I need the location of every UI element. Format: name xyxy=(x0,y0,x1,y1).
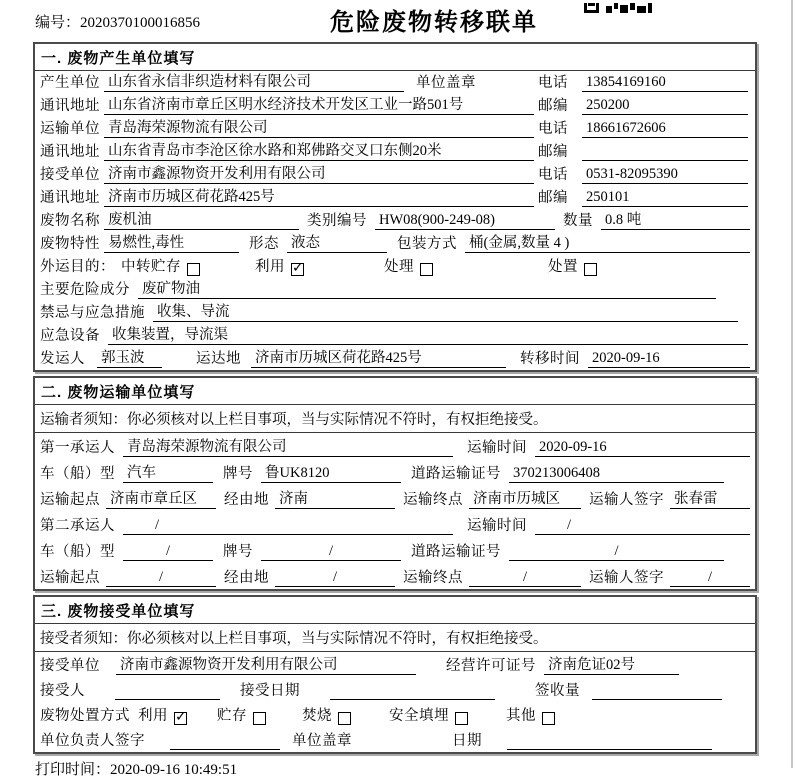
document-header xyxy=(0,0,796,42)
checkbox-disposal-landfill[interactable] xyxy=(455,712,468,725)
transporter-label: 运输单位 xyxy=(40,121,100,137)
checkbox-disposal-reuse[interactable] xyxy=(174,709,187,725)
carrier2-label: 第二承运人 xyxy=(40,518,115,534)
receiver-notice: 接受者须知：你必须核对以上栏目事项，当与实际情况不符时，有权拒绝接受。 xyxy=(35,624,755,652)
route1-end-label: 运输终点 xyxy=(403,492,463,508)
transporter-address-value: 山东省青岛市李沧区徐水路和郑佛路交叉口东侧20米 xyxy=(104,139,534,161)
receiver-value: 济南市鑫源物资开发利用有限公司 xyxy=(104,162,534,184)
waste-props-label: 废物特性 xyxy=(40,236,100,252)
disposal-opt-reuse: 利用 xyxy=(138,708,168,724)
receive-date-label: 接受日期 xyxy=(240,683,300,699)
section-producer xyxy=(33,42,757,372)
carrier1-time-value: 2020-09-16 xyxy=(535,439,750,457)
taboo-label: 禁忌与应急措施 xyxy=(40,305,145,321)
receive-unit-value: 济南市鑫源物资开发利用有限公司 xyxy=(116,653,416,675)
producer-phone-group xyxy=(538,71,750,92)
vehicle2-type-value: / xyxy=(123,543,213,561)
page-edge-line xyxy=(791,0,793,768)
transporter-address-label: 通讯地址 xyxy=(40,144,100,160)
route1-signature-label: 运输人签字 xyxy=(589,492,664,508)
route1-via-value: 济南 xyxy=(275,487,395,509)
sign-date-value xyxy=(507,733,712,750)
disposal-opt-storage: 贮存 xyxy=(217,708,247,724)
signed-amount-label: 签收量 xyxy=(535,683,580,699)
receive-unit-label: 接受单位 xyxy=(40,658,100,674)
producer-stamp-label: 单位盖章 xyxy=(416,75,476,91)
hazard-label: 主要危险成分 xyxy=(40,282,130,298)
route1-origin-value: 济南市章丘区 xyxy=(106,487,216,509)
route2-via-value: / xyxy=(275,569,395,587)
transfer-time-label: 转移时间 xyxy=(520,351,580,367)
signed-amount-value xyxy=(592,683,722,700)
purpose-opt-treat: 处理 xyxy=(384,259,414,275)
purpose-opt-dispose: 处置 xyxy=(548,259,578,275)
producer-address-value: 山东省济南市章丘区明水经济技术开发区工业一路501号 xyxy=(104,93,534,115)
purpose-opt-reuse: 利用 xyxy=(255,259,285,275)
waste-name-label: 废物名称 xyxy=(40,213,100,229)
manifest-form xyxy=(33,42,757,754)
vehicle1-type-value: 汽车 xyxy=(123,461,213,483)
vehicle2-road-permit-value: / xyxy=(509,543,724,561)
unit-stamp-label: 单位盖章 xyxy=(292,733,352,749)
row-shipper xyxy=(35,347,755,370)
doc-number xyxy=(35,11,200,32)
producer-label: 产生单位 xyxy=(40,75,100,91)
destination-label: 运达地 xyxy=(196,351,241,367)
carrier1-value: 青岛海荣源物流有限公司 xyxy=(123,435,453,457)
route1-origin-label: 运输起点 xyxy=(40,492,100,508)
checkbox-disposal-incinerate[interactable] xyxy=(338,712,351,725)
taboo-value: 收集、导流 xyxy=(153,300,738,322)
receiver-address-value: 济南市历城区荷花路425号 xyxy=(104,185,534,207)
receiver-phone-label: 电话 xyxy=(538,167,568,183)
row-carrier1 xyxy=(35,433,755,459)
qr-code-icon xyxy=(584,0,652,10)
disposal-opt-incinerate: 焚烧 xyxy=(302,708,332,724)
vehicle1-plate-value: 鲁UK8120 xyxy=(261,461,401,483)
carrier1-label: 第一承运人 xyxy=(40,440,115,456)
disposal-opt-landfill: 安全填埋 xyxy=(389,708,449,724)
row-route2 xyxy=(35,563,755,589)
checkbox-reuse[interactable] xyxy=(291,260,304,276)
producer-zip-value: 250200 xyxy=(582,97,748,115)
checkbox-disposal-other[interactable] xyxy=(542,712,555,725)
waste-form-value: 液态 xyxy=(287,231,387,253)
row-producer xyxy=(35,71,755,94)
waste-qty-label: 数量 xyxy=(563,213,593,229)
packing-label: 包装方式 xyxy=(397,236,457,252)
route2-origin-value: / xyxy=(106,569,216,587)
route2-signature-label: 运输人签字 xyxy=(589,570,664,586)
checkbox-dispose[interactable] xyxy=(584,263,597,276)
transporter-phone-label: 电话 xyxy=(538,121,568,137)
print-time-label: 打印时间： xyxy=(35,762,111,778)
receive-person-label: 接受人 xyxy=(40,683,85,699)
purpose-opt-transfer-storage: 中转贮存 xyxy=(121,259,181,275)
doc-number-value: 2020370100016856 xyxy=(80,15,201,31)
license-label: 经营许可证号 xyxy=(446,658,536,674)
destination-value: 济南市历城区荷花路425号 xyxy=(251,346,506,368)
producer-zip-group xyxy=(538,94,750,115)
row-purpose xyxy=(35,255,755,278)
row-receiver-address xyxy=(35,186,755,209)
receiver-zip-label: 邮编 xyxy=(538,190,568,206)
receiver-zip-value: 250101 xyxy=(582,189,748,207)
transporter-zip-label: 邮编 xyxy=(538,144,568,160)
route2-signature-value: / xyxy=(670,569,750,587)
waste-category-label: 类别编号 xyxy=(307,213,367,229)
producer-value: 山东省永信非织造材料有限公司 xyxy=(104,70,404,92)
route1-end-value: 济南市历城区 xyxy=(469,487,581,509)
row-waste-name xyxy=(35,209,755,232)
row-disposal-method xyxy=(35,702,755,727)
receiver-zip-group xyxy=(538,186,750,207)
producer-zip-label: 邮编 xyxy=(538,98,568,114)
equipment-label: 应急设备 xyxy=(40,328,100,344)
row-transporter-address xyxy=(35,140,755,163)
checkbox-treat[interactable] xyxy=(420,263,433,276)
doc-number-label: 编号： xyxy=(35,15,81,31)
transporter-notice: 运输者须知：你必须核对以上栏目事项，当与实际情况不符时，有权拒绝接受。 xyxy=(35,405,755,433)
carrier1-time-label: 运输时间 xyxy=(467,440,527,456)
row-producer-address xyxy=(35,94,755,117)
responsible-sign-value xyxy=(170,733,280,750)
vehicle1-type-label: 车（船）型 xyxy=(40,466,115,482)
print-time xyxy=(35,758,796,779)
receiver-label: 接受单位 xyxy=(40,167,100,183)
producer-phone-value: 13854169160 xyxy=(582,74,748,92)
checkbox-reuse-mark: ✓ xyxy=(292,260,304,276)
section-transporter xyxy=(33,376,757,591)
responsible-sign-label: 单位负责人签字 xyxy=(40,733,145,749)
transfer-time-value: 2020-09-16 xyxy=(588,350,750,368)
equipment-value: 收集装置，导流渠 xyxy=(108,323,748,345)
section-receiver xyxy=(33,595,757,754)
transporter-zip-value xyxy=(582,144,748,161)
row-taboo xyxy=(35,301,755,324)
waste-qty-value: 0.8 吨 xyxy=(601,208,750,230)
purpose-label: 外运目的： xyxy=(40,259,115,275)
row-carrier2 xyxy=(35,511,755,537)
row-receive-person xyxy=(35,677,755,702)
row-receiver xyxy=(35,163,755,186)
vehicle2-road-permit-label: 道路运输证号 xyxy=(411,544,501,560)
row-route1 xyxy=(35,485,755,511)
license-value: 济南危证02号 xyxy=(544,653,679,675)
route2-origin-label: 运输起点 xyxy=(40,570,100,586)
route2-end-label: 运输终点 xyxy=(403,570,463,586)
vehicle2-type-label: 车（船）型 xyxy=(40,544,115,560)
page-title: 危险废物转移联单 xyxy=(330,9,538,36)
section3-header: 三. 废物接受单位填写 xyxy=(35,597,755,624)
packing-value: 桶(金属,数量 4 ) xyxy=(465,231,750,253)
waste-name-value: 废机油 xyxy=(104,208,299,230)
waste-form-label: 形态 xyxy=(249,236,279,252)
checkbox-disposal-reuse-mark: ✓ xyxy=(175,709,187,725)
vehicle1-plate-label: 牌号 xyxy=(223,466,253,482)
row-hazard xyxy=(35,278,755,301)
row-transporter xyxy=(35,117,755,140)
producer-address-label: 通讯地址 xyxy=(40,98,100,114)
route1-via-label: 经由地 xyxy=(224,492,269,508)
row-vehicle2 xyxy=(35,537,755,563)
receiver-address-label: 通讯地址 xyxy=(40,190,100,206)
print-time-value: 2020-09-16 10:49:51 xyxy=(110,762,238,778)
route1-signature-value: 张春雷 xyxy=(670,487,750,509)
waste-props-value: 易燃性,毒性 xyxy=(104,231,239,253)
checkbox-transfer-storage[interactable] xyxy=(187,263,200,276)
vehicle2-plate-value: / xyxy=(261,543,401,561)
section2-header: 二. 废物运输单位填写 xyxy=(35,378,755,405)
producer-phone-label: 电话 xyxy=(538,75,568,91)
carrier2-value: / xyxy=(123,517,453,535)
shipper-value: 郭玉波 xyxy=(97,346,162,368)
vehicle1-road-permit-label: 道路运输证号 xyxy=(411,466,501,482)
disposal-opt-other: 其他 xyxy=(506,708,536,724)
sign-date-label: 日期 xyxy=(452,733,482,749)
row-waste-props xyxy=(35,232,755,255)
transporter-phone-value: 18661672606 xyxy=(582,120,748,138)
receiver-phone-value: 0531-82095390 xyxy=(582,166,748,184)
transporter-zip-group xyxy=(538,140,750,161)
waste-category-value: HW08(900-249-08) xyxy=(375,212,555,230)
section1-header: 一. 废物产生单位填写 xyxy=(35,44,755,71)
route2-end-value: / xyxy=(469,569,581,587)
disposal-method-label: 废物处置方式 xyxy=(40,708,130,724)
row-receive-unit xyxy=(35,652,755,677)
checkbox-disposal-storage[interactable] xyxy=(253,712,266,725)
row-equipment xyxy=(35,324,755,347)
vehicle2-plate-label: 牌号 xyxy=(223,544,253,560)
hazard-value: 废矿物油 xyxy=(138,277,716,299)
row-vehicle1 xyxy=(35,459,755,485)
carrier2-time-value: / xyxy=(535,517,750,535)
transporter-phone-group xyxy=(538,117,750,138)
shipper-label: 发运人 xyxy=(40,351,85,367)
transporter-value: 青岛海荣源物流有限公司 xyxy=(104,116,534,138)
receive-person-value xyxy=(115,683,220,700)
carrier2-time-label: 运输时间 xyxy=(467,518,527,534)
receive-date-value xyxy=(330,683,495,700)
vehicle1-road-permit-value: 370213006408 xyxy=(509,465,724,483)
row-responsible-sign xyxy=(35,727,755,752)
receiver-phone-group xyxy=(538,163,750,184)
route2-via-label: 经由地 xyxy=(224,570,269,586)
